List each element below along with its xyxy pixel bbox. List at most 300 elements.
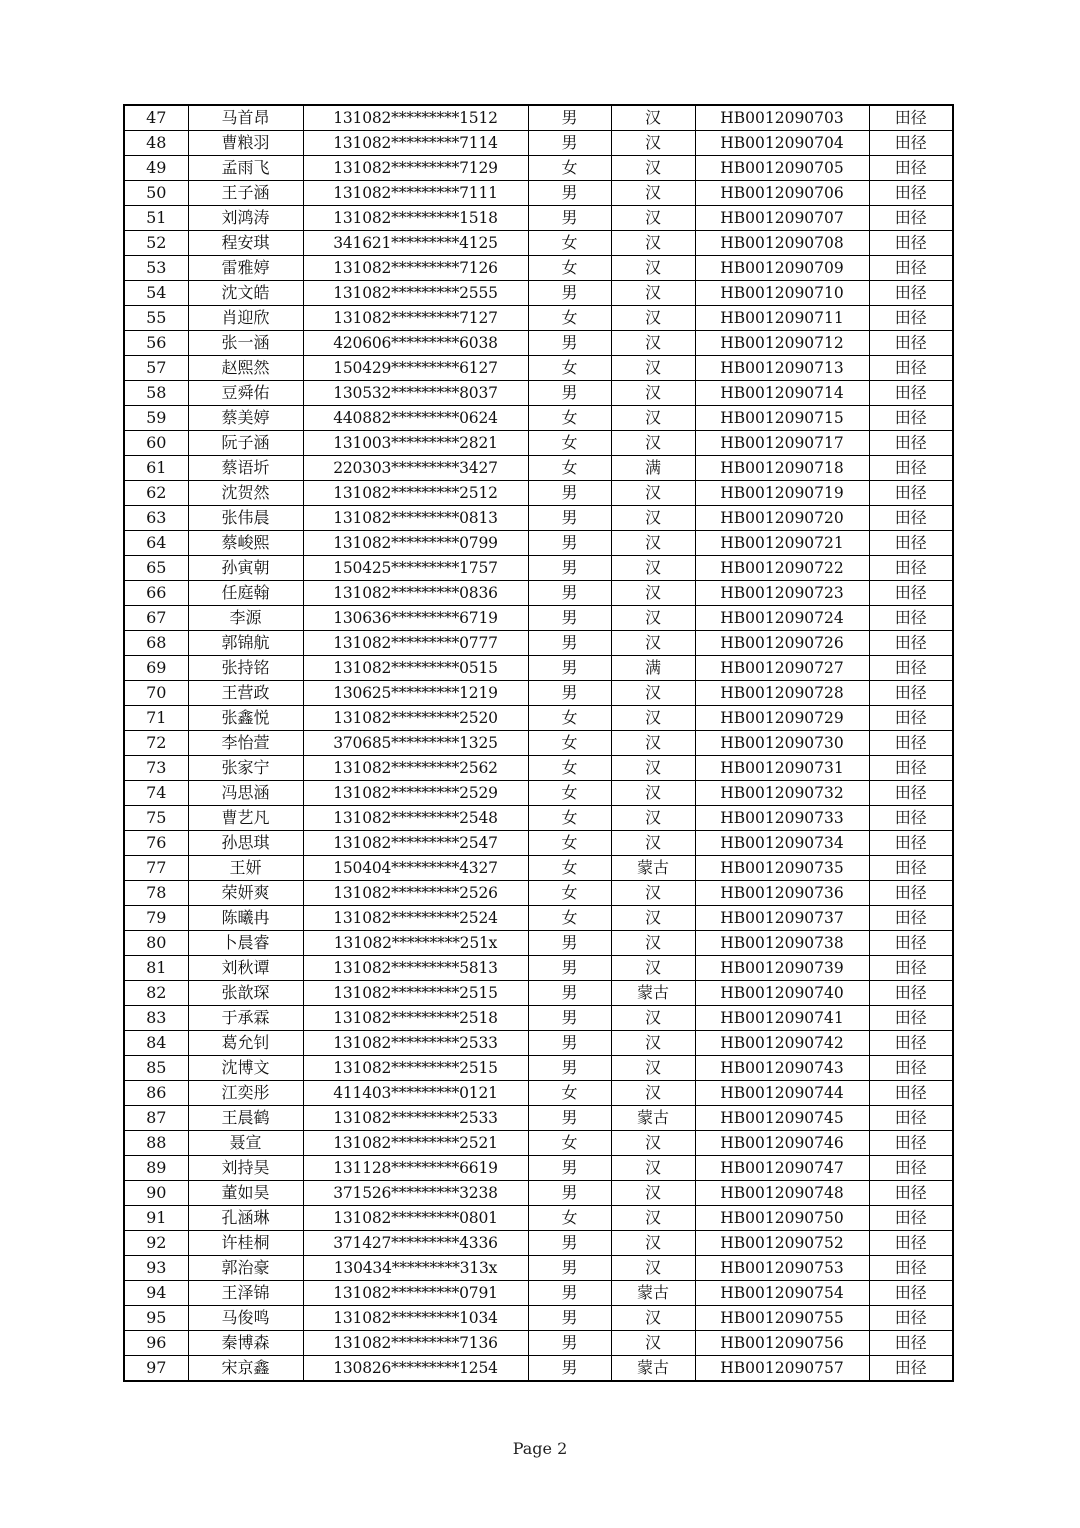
table-row [124, 306, 953, 331]
athlete-name-cell: 秦博森 [188, 1331, 303, 1356]
registration-code-cell: HB0012090708 [695, 231, 869, 256]
table-row [124, 731, 953, 756]
athlete-name-cell: 郭治豪 [188, 1256, 303, 1281]
id-number-cell: 131082*********2515 [303, 981, 528, 1006]
registration-code-cell: HB0012090724 [695, 606, 869, 631]
athlete-name-cell: 张一涵 [188, 331, 303, 356]
table-row [124, 606, 953, 631]
sport-cell: 田径 [869, 531, 953, 556]
sport-cell: 田径 [869, 681, 953, 706]
ethnicity-cell: 汉 [611, 1156, 695, 1181]
registration-code-cell: HB0012090754 [695, 1281, 869, 1306]
sport-cell: 田径 [869, 656, 953, 681]
table-row [124, 506, 953, 531]
sport-cell: 田径 [869, 906, 953, 931]
gender-cell: 女 [528, 806, 611, 831]
gender-cell: 男 [528, 631, 611, 656]
row-number-cell: 55 [124, 306, 188, 331]
id-number-cell: 131082*********2547 [303, 831, 528, 856]
row-number-cell: 74 [124, 781, 188, 806]
table-row [124, 431, 953, 456]
ethnicity-cell: 汉 [611, 531, 695, 556]
gender-cell: 男 [528, 981, 611, 1006]
ethnicity-cell: 汉 [611, 1006, 695, 1031]
ethnicity-cell: 汉 [611, 881, 695, 906]
registration-code-cell: HB0012090720 [695, 506, 869, 531]
gender-cell: 男 [528, 281, 611, 306]
table-row [124, 1156, 953, 1181]
registration-code-cell: HB0012090753 [695, 1256, 869, 1281]
athlete-name-cell: 冯思涵 [188, 781, 303, 806]
sport-cell: 田径 [869, 631, 953, 656]
ethnicity-cell: 汉 [611, 681, 695, 706]
athlete-name-cell: 程安琪 [188, 231, 303, 256]
sport-cell: 田径 [869, 581, 953, 606]
registration-code-cell: HB0012090717 [695, 431, 869, 456]
sport-cell: 田径 [869, 156, 953, 181]
table-row [124, 331, 953, 356]
table-row [124, 456, 953, 481]
table-row [124, 1131, 953, 1156]
sport-cell: 田径 [869, 281, 953, 306]
sport-cell: 田径 [869, 1006, 953, 1031]
athlete-name-cell: 马俊鸣 [188, 1306, 303, 1331]
registration-code-cell: HB0012090743 [695, 1056, 869, 1081]
row-number-cell: 69 [124, 656, 188, 681]
sport-cell: 田径 [869, 831, 953, 856]
athlete-name-cell: 张家宁 [188, 756, 303, 781]
row-number-cell: 54 [124, 281, 188, 306]
sport-cell: 田径 [869, 956, 953, 981]
id-number-cell: 130434*********313x [303, 1256, 528, 1281]
athlete-name-cell: 蔡语圻 [188, 456, 303, 481]
gender-cell: 男 [528, 1031, 611, 1056]
row-number-cell: 89 [124, 1156, 188, 1181]
gender-cell: 男 [528, 581, 611, 606]
sport-cell: 田径 [869, 1106, 953, 1131]
table-row [124, 1106, 953, 1131]
sport-cell: 田径 [869, 781, 953, 806]
gender-cell: 女 [528, 156, 611, 181]
athlete-name-cell: 孙寅朝 [188, 556, 303, 581]
sport-cell: 田径 [869, 1206, 953, 1231]
ethnicity-cell: 汉 [611, 1131, 695, 1156]
gender-cell: 男 [528, 105, 611, 131]
id-number-cell: 131082*********2533 [303, 1031, 528, 1056]
registration-code-cell: HB0012090741 [695, 1006, 869, 1031]
ethnicity-cell: 汉 [611, 631, 695, 656]
sport-cell: 田径 [869, 1256, 953, 1281]
sport-cell: 田径 [869, 756, 953, 781]
registration-code-cell: HB0012090704 [695, 131, 869, 156]
roster-body [124, 105, 953, 1381]
registration-code-cell: HB0012090718 [695, 456, 869, 481]
sport-cell: 田径 [869, 856, 953, 881]
gender-cell: 男 [528, 656, 611, 681]
row-number-cell: 65 [124, 556, 188, 581]
ethnicity-cell: 汉 [611, 381, 695, 406]
table-row [124, 1331, 953, 1356]
ethnicity-cell: 汉 [611, 906, 695, 931]
row-number-cell: 90 [124, 1181, 188, 1206]
ethnicity-cell: 汉 [611, 706, 695, 731]
id-number-cell: 131082*********2526 [303, 881, 528, 906]
gender-cell: 男 [528, 1256, 611, 1281]
gender-cell: 男 [528, 206, 611, 231]
ethnicity-cell: 汉 [611, 781, 695, 806]
athlete-name-cell: 江奕彤 [188, 1081, 303, 1106]
sport-cell: 田径 [869, 1081, 953, 1106]
sport-cell: 田径 [869, 1131, 953, 1156]
row-number-cell: 62 [124, 481, 188, 506]
registration-code-cell: HB0012090726 [695, 631, 869, 656]
gender-cell: 女 [528, 1081, 611, 1106]
row-number-cell: 97 [124, 1356, 188, 1382]
athlete-name-cell: 豆舜佑 [188, 381, 303, 406]
table-row [124, 681, 953, 706]
ethnicity-cell: 汉 [611, 556, 695, 581]
sport-cell: 田径 [869, 481, 953, 506]
table-row [124, 706, 953, 731]
row-number-cell: 50 [124, 181, 188, 206]
gender-cell: 女 [528, 456, 611, 481]
sport-cell: 田径 [869, 556, 953, 581]
id-number-cell: 150425*********1757 [303, 556, 528, 581]
athlete-name-cell: 阮子涵 [188, 431, 303, 456]
ethnicity-cell: 汉 [611, 1256, 695, 1281]
registration-code-cell: HB0012090740 [695, 981, 869, 1006]
row-number-cell: 56 [124, 331, 188, 356]
athlete-name-cell: 王泽锦 [188, 1281, 303, 1306]
sport-cell: 田径 [869, 1356, 953, 1382]
registration-code-cell: HB0012090705 [695, 156, 869, 181]
sport-cell: 田径 [869, 181, 953, 206]
athlete-roster-table [123, 104, 954, 1382]
ethnicity-cell: 汉 [611, 806, 695, 831]
id-number-cell: 131082*********7111 [303, 181, 528, 206]
registration-code-cell: HB0012090706 [695, 181, 869, 206]
athlete-name-cell: 蔡美婷 [188, 406, 303, 431]
gender-cell: 男 [528, 506, 611, 531]
athlete-name-cell: 沈贺然 [188, 481, 303, 506]
table-row [124, 806, 953, 831]
id-number-cell: 131082*********1034 [303, 1306, 528, 1331]
id-number-cell: 131082*********0515 [303, 656, 528, 681]
gender-cell: 男 [528, 1006, 611, 1031]
sport-cell: 田径 [869, 381, 953, 406]
id-number-cell: 131082*********1518 [303, 206, 528, 231]
registration-code-cell: HB0012090727 [695, 656, 869, 681]
athlete-name-cell: 任庭翰 [188, 581, 303, 606]
ethnicity-cell: 汉 [611, 1306, 695, 1331]
table-row [124, 281, 953, 306]
id-number-cell: 150404*********4327 [303, 856, 528, 881]
row-number-cell: 60 [124, 431, 188, 456]
ethnicity-cell: 汉 [611, 1056, 695, 1081]
row-number-cell: 76 [124, 831, 188, 856]
gender-cell: 女 [528, 881, 611, 906]
sport-cell: 田径 [869, 231, 953, 256]
id-number-cell: 131128*********6619 [303, 1156, 528, 1181]
id-number-cell: 220303*********3427 [303, 456, 528, 481]
ethnicity-cell: 汉 [611, 156, 695, 181]
ethnicity-cell: 汉 [611, 331, 695, 356]
registration-code-cell: HB0012090746 [695, 1131, 869, 1156]
id-number-cell: 131082*********2521 [303, 1131, 528, 1156]
registration-code-cell: HB0012090715 [695, 406, 869, 431]
athlete-name-cell: 孔涵琳 [188, 1206, 303, 1231]
row-number-cell: 61 [124, 456, 188, 481]
athlete-name-cell: 王晨鹤 [188, 1106, 303, 1131]
id-number-cell: 131082*********2548 [303, 806, 528, 831]
ethnicity-cell: 汉 [611, 1331, 695, 1356]
sport-cell: 田径 [869, 456, 953, 481]
registration-code-cell: HB0012090709 [695, 256, 869, 281]
table-row [124, 881, 953, 906]
sport-cell: 田径 [869, 356, 953, 381]
row-number-cell: 53 [124, 256, 188, 281]
gender-cell: 男 [528, 1306, 611, 1331]
gender-cell: 男 [528, 381, 611, 406]
row-number-cell: 81 [124, 956, 188, 981]
ethnicity-cell: 汉 [611, 1081, 695, 1106]
table-row [124, 956, 953, 981]
registration-code-cell: HB0012090738 [695, 931, 869, 956]
registration-code-cell: HB0012090735 [695, 856, 869, 881]
id-number-cell: 131082*********5813 [303, 956, 528, 981]
row-number-cell: 84 [124, 1031, 188, 1056]
id-number-cell: 130625*********1219 [303, 681, 528, 706]
athlete-name-cell: 孟雨飞 [188, 156, 303, 181]
gender-cell: 女 [528, 831, 611, 856]
gender-cell: 女 [528, 1131, 611, 1156]
table-row [124, 1081, 953, 1106]
ethnicity-cell: 蒙古 [611, 1281, 695, 1306]
gender-cell: 男 [528, 481, 611, 506]
table-row [124, 1281, 953, 1306]
ethnicity-cell: 汉 [611, 1031, 695, 1056]
athlete-name-cell: 刘秋谭 [188, 956, 303, 981]
row-number-cell: 49 [124, 156, 188, 181]
table-row [124, 556, 953, 581]
row-number-cell: 73 [124, 756, 188, 781]
row-number-cell: 96 [124, 1331, 188, 1356]
row-number-cell: 91 [124, 1206, 188, 1231]
sport-cell: 田径 [869, 1031, 953, 1056]
row-number-cell: 78 [124, 881, 188, 906]
row-number-cell: 94 [124, 1281, 188, 1306]
registration-code-cell: HB0012090748 [695, 1181, 869, 1206]
ethnicity-cell: 蒙古 [611, 981, 695, 1006]
id-number-cell: 131082*********2529 [303, 781, 528, 806]
registration-code-cell: HB0012090742 [695, 1031, 869, 1056]
id-number-cell: 131082*********7136 [303, 1331, 528, 1356]
table-row [124, 131, 953, 156]
id-number-cell: 131003*********2821 [303, 431, 528, 456]
ethnicity-cell: 汉 [611, 431, 695, 456]
ethnicity-cell: 汉 [611, 1206, 695, 1231]
table-row [124, 831, 953, 856]
sport-cell: 田径 [869, 806, 953, 831]
id-number-cell: 131082*********2555 [303, 281, 528, 306]
row-number-cell: 92 [124, 1231, 188, 1256]
athlete-name-cell: 葛允钊 [188, 1031, 303, 1056]
table-row [124, 181, 953, 206]
table-row [124, 156, 953, 181]
id-number-cell: 130636*********6719 [303, 606, 528, 631]
ethnicity-cell: 汉 [611, 481, 695, 506]
table-row [124, 856, 953, 881]
ethnicity-cell: 汉 [611, 756, 695, 781]
registration-code-cell: HB0012090719 [695, 481, 869, 506]
athlete-name-cell: 沈文皓 [188, 281, 303, 306]
gender-cell: 女 [528, 706, 611, 731]
id-number-cell: 131082*********0836 [303, 581, 528, 606]
ethnicity-cell: 汉 [611, 506, 695, 531]
registration-code-cell: HB0012090712 [695, 331, 869, 356]
athlete-name-cell: 李怡萱 [188, 731, 303, 756]
ethnicity-cell: 满 [611, 456, 695, 481]
sport-cell: 田径 [869, 206, 953, 231]
registration-code-cell: HB0012090733 [695, 806, 869, 831]
gender-cell: 男 [528, 1056, 611, 1081]
table-row [124, 1256, 953, 1281]
row-number-cell: 47 [124, 105, 188, 131]
registration-code-cell: HB0012090721 [695, 531, 869, 556]
row-number-cell: 93 [124, 1256, 188, 1281]
athlete-name-cell: 许桂桐 [188, 1231, 303, 1256]
gender-cell: 男 [528, 1331, 611, 1356]
gender-cell: 女 [528, 231, 611, 256]
row-number-cell: 70 [124, 681, 188, 706]
athlete-name-cell: 于承霖 [188, 1006, 303, 1031]
table-row [124, 756, 953, 781]
registration-code-cell: HB0012090722 [695, 556, 869, 581]
athlete-name-cell: 刘持昊 [188, 1156, 303, 1181]
ethnicity-cell: 汉 [611, 131, 695, 156]
table-row [124, 581, 953, 606]
ethnicity-cell: 汉 [611, 281, 695, 306]
athlete-name-cell: 蔡峻熙 [188, 531, 303, 556]
registration-code-cell: HB0012090723 [695, 581, 869, 606]
table-row [124, 656, 953, 681]
athlete-name-cell: 荣妍爽 [188, 881, 303, 906]
sport-cell: 田径 [869, 1181, 953, 1206]
athlete-name-cell: 王营政 [188, 681, 303, 706]
id-number-cell: 131082*********7114 [303, 131, 528, 156]
registration-code-cell: HB0012090714 [695, 381, 869, 406]
id-number-cell: 131082*********2524 [303, 906, 528, 931]
ethnicity-cell: 蒙古 [611, 1356, 695, 1382]
athlete-name-cell: 王子涵 [188, 181, 303, 206]
athlete-name-cell: 孙思琪 [188, 831, 303, 856]
gender-cell: 女 [528, 756, 611, 781]
row-number-cell: 95 [124, 1306, 188, 1331]
sport-cell: 田径 [869, 1056, 953, 1081]
ethnicity-cell: 汉 [611, 1231, 695, 1256]
page-number: Page 2 [512, 1439, 568, 1458]
sport-cell: 田径 [869, 1331, 953, 1356]
athlete-name-cell: 张歆琛 [188, 981, 303, 1006]
row-number-cell: 75 [124, 806, 188, 831]
table-row [124, 531, 953, 556]
row-number-cell: 64 [124, 531, 188, 556]
table-row [124, 781, 953, 806]
table-row [124, 1056, 953, 1081]
gender-cell: 女 [528, 856, 611, 881]
registration-code-cell: HB0012090729 [695, 706, 869, 731]
id-number-cell: 131082*********7129 [303, 156, 528, 181]
sport-cell: 田径 [869, 881, 953, 906]
id-number-cell: 371526*********3238 [303, 1181, 528, 1206]
table-row [124, 1356, 953, 1382]
table-row [124, 981, 953, 1006]
ethnicity-cell: 汉 [611, 1181, 695, 1206]
athlete-name-cell: 刘鸿涛 [188, 206, 303, 231]
id-number-cell: 411403*********0121 [303, 1081, 528, 1106]
sport-cell: 田径 [869, 506, 953, 531]
sport-cell: 田径 [869, 131, 953, 156]
gender-cell: 女 [528, 306, 611, 331]
registration-code-cell: HB0012090745 [695, 1106, 869, 1131]
registration-code-cell: HB0012090730 [695, 731, 869, 756]
gender-cell: 男 [528, 531, 611, 556]
athlete-name-cell: 雷雅婷 [188, 256, 303, 281]
gender-cell: 女 [528, 906, 611, 931]
table-row [124, 105, 953, 131]
row-number-cell: 51 [124, 206, 188, 231]
gender-cell: 男 [528, 1231, 611, 1256]
row-number-cell: 83 [124, 1006, 188, 1031]
athlete-name-cell: 曹艺凡 [188, 806, 303, 831]
id-number-cell: 131082*********7127 [303, 306, 528, 331]
gender-cell: 女 [528, 731, 611, 756]
id-number-cell: 131082*********2515 [303, 1056, 528, 1081]
id-number-cell: 371427*********4336 [303, 1231, 528, 1256]
sport-cell: 田径 [869, 931, 953, 956]
athlete-name-cell: 聂宣 [188, 1131, 303, 1156]
gender-cell: 男 [528, 1281, 611, 1306]
registration-code-cell: HB0012090703 [695, 105, 869, 131]
gender-cell: 男 [528, 1106, 611, 1131]
gender-cell: 男 [528, 331, 611, 356]
table-row [124, 231, 953, 256]
registration-code-cell: HB0012090739 [695, 956, 869, 981]
sport-cell: 田径 [869, 731, 953, 756]
athlete-name-cell: 肖迎欣 [188, 306, 303, 331]
registration-code-cell: HB0012090732 [695, 781, 869, 806]
gender-cell: 女 [528, 356, 611, 381]
ethnicity-cell: 蒙古 [611, 856, 695, 881]
id-number-cell: 131082*********1512 [303, 105, 528, 131]
table-row [124, 481, 953, 506]
sport-cell: 田径 [869, 1231, 953, 1256]
table-row [124, 381, 953, 406]
id-number-cell: 131082*********7126 [303, 256, 528, 281]
athlete-name-cell: 赵熙然 [188, 356, 303, 381]
ethnicity-cell: 满 [611, 656, 695, 681]
table-row [124, 1231, 953, 1256]
sport-cell: 田径 [869, 606, 953, 631]
row-number-cell: 71 [124, 706, 188, 731]
registration-code-cell: HB0012090747 [695, 1156, 869, 1181]
table-row [124, 906, 953, 931]
table-row [124, 631, 953, 656]
id-number-cell: 131082*********2533 [303, 1106, 528, 1131]
table-row [124, 1206, 953, 1231]
gender-cell: 女 [528, 781, 611, 806]
registration-code-cell: HB0012090731 [695, 756, 869, 781]
